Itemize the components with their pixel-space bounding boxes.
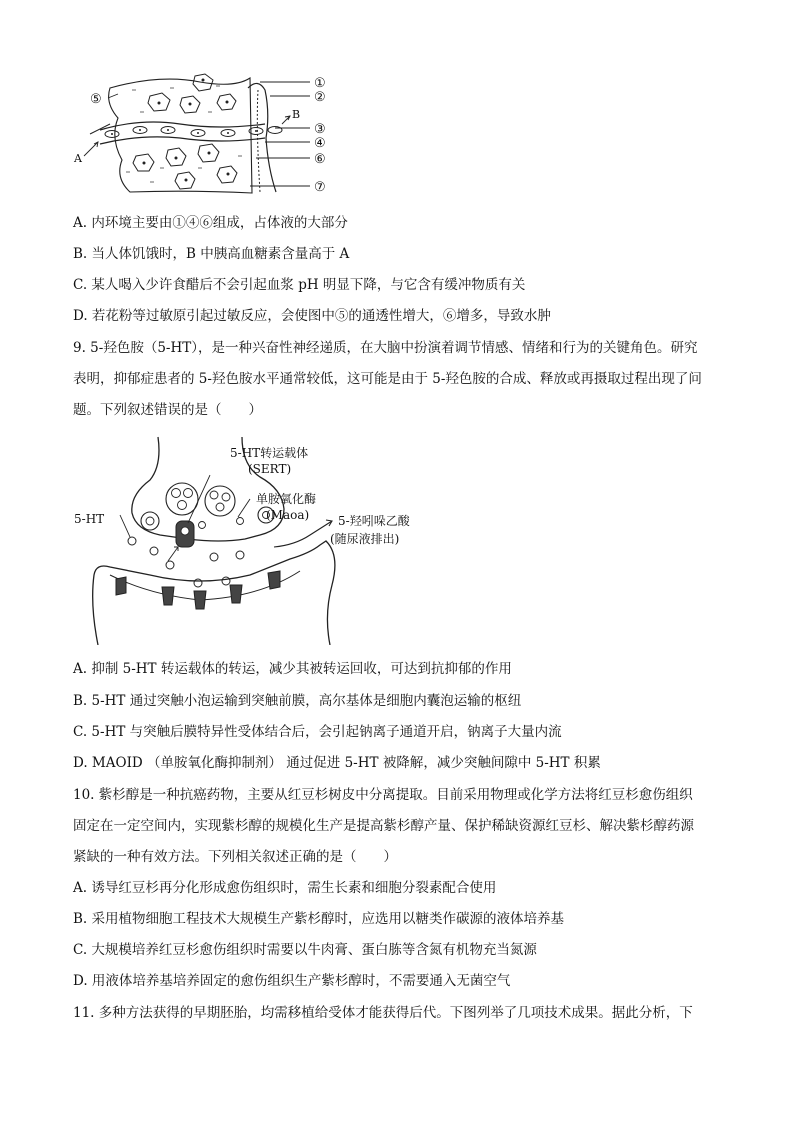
q10-stem-line-1: 10. 紫杉醇是一种抗癌药物，主要从红豆杉树皮中分离提取。目前采用物理或化学方法将红豆杉愈伤组织 [73,787,693,803]
q8-option-b: B. 当人体饥饿时，B 中胰高血糖素含量高于 A [73,246,350,262]
q9-option-a: A. 抑制 5-HT 转运载体的转运，减少其被转运回收，可达到抗抑郁的作用 [73,661,512,677]
q10-option-d: D. 用液体培养基培养固定的愈伤组织生产紫杉醇时，不需要通入无菌空气 [73,973,511,989]
q9-option-d: D. MAOID （单胺氧化酶抑制剂） 通过促进 5-HT 被降解，减少突触间隙中 5-HT 积累 [73,755,601,771]
sert-label-2: (SERT) [248,462,292,476]
q11-stem-line-1: 11. 多种方法获得的早期胚胎，均需移植给受体才能获得后代。下图列举了几项技术成果。据此分析，下 [73,1005,693,1021]
product-label-2: (随尿液排出) [330,532,400,546]
label-3: ③ [314,122,326,137]
q9-stem-line-3: 题。下列叙述错误的是（ ） [73,402,262,418]
synapse-diagram [70,435,430,645]
label-7: ⑦ [314,180,326,195]
q8-option-c: C. 某人喝入少许食醋后不会引起血浆 pH 明显下降，与它含有缓冲物质有关 [73,277,526,293]
q8-option-a: A. 内环境主要由①④⑥组成，占体液的大部分 [73,215,348,231]
label-6: ⑥ [314,152,326,167]
label-1: ① [314,76,326,91]
label-4: ④ [314,136,326,151]
tissue-diagram [70,68,340,198]
label-2: ② [314,90,326,105]
label-5: ⑤ [90,92,102,107]
product-label-1: 5-羟吲哚乙酸 [338,514,410,528]
q10-stem-line-2: 固定在一定空间内，实现紫杉醇的规模化生产是提高紫杉醇产量、保护稀缺资源红豆杉、解决紫杉醇药源 [73,818,694,834]
q8-option-d: D. 若花粉等过敏原引起过敏反应，会使图中⑤的通透性增大，⑥增多，导致水肿 [73,308,551,324]
label-A: A [74,152,82,165]
q9-stem-line-2: 表明，抑郁症患者的 5-羟色胺水平通常较低，这可能是由于 5-羟色胺的合成、释放或再摄取过程出现了问 [73,371,702,387]
q10-option-a: A. 诱导红豆杉再分化形成愈伤组织时，需生长素和细胞分裂素配合使用 [73,880,497,896]
serotonin-label: 5-HT [74,512,105,526]
q10-option-b: B. 采用植物细胞工程技术大规模生产紫杉醇时，应选用以糖类作碳源的液体培养基 [73,911,565,927]
q9-stem-line-1: 9. 5-羟色胺（5-HT），是一种兴奋性神经递质，在大脑中扮演着调节情感、情绪和行为的关键角色。研究 [73,340,698,356]
label-B: B [292,108,301,121]
q9-option-c: C. 5-HT 与突触后膜特异性受体结合后，会引起钠离子通道开启，钠离子大量内流 [73,724,562,740]
q9-option-b: B. 5-HT 通过突触小泡运输到突触前膜，高尔基体是细胞内囊泡运输的枢纽 [73,693,522,709]
maoa-label-2: (Maoa) [266,508,310,522]
sert-label-1: 5-HT转运载体 [230,446,309,460]
q10-option-c: C. 大规模培养红豆杉愈伤组织时需要以牛肉膏、蛋白胨等含氮有机物充当氮源 [73,942,537,958]
maoa-label-1: 单胺氧化酶 [256,492,317,506]
q10-stem-line-3: 紧缺的一种有效方法。下列相关叙述正确的是（ ） [73,849,397,865]
